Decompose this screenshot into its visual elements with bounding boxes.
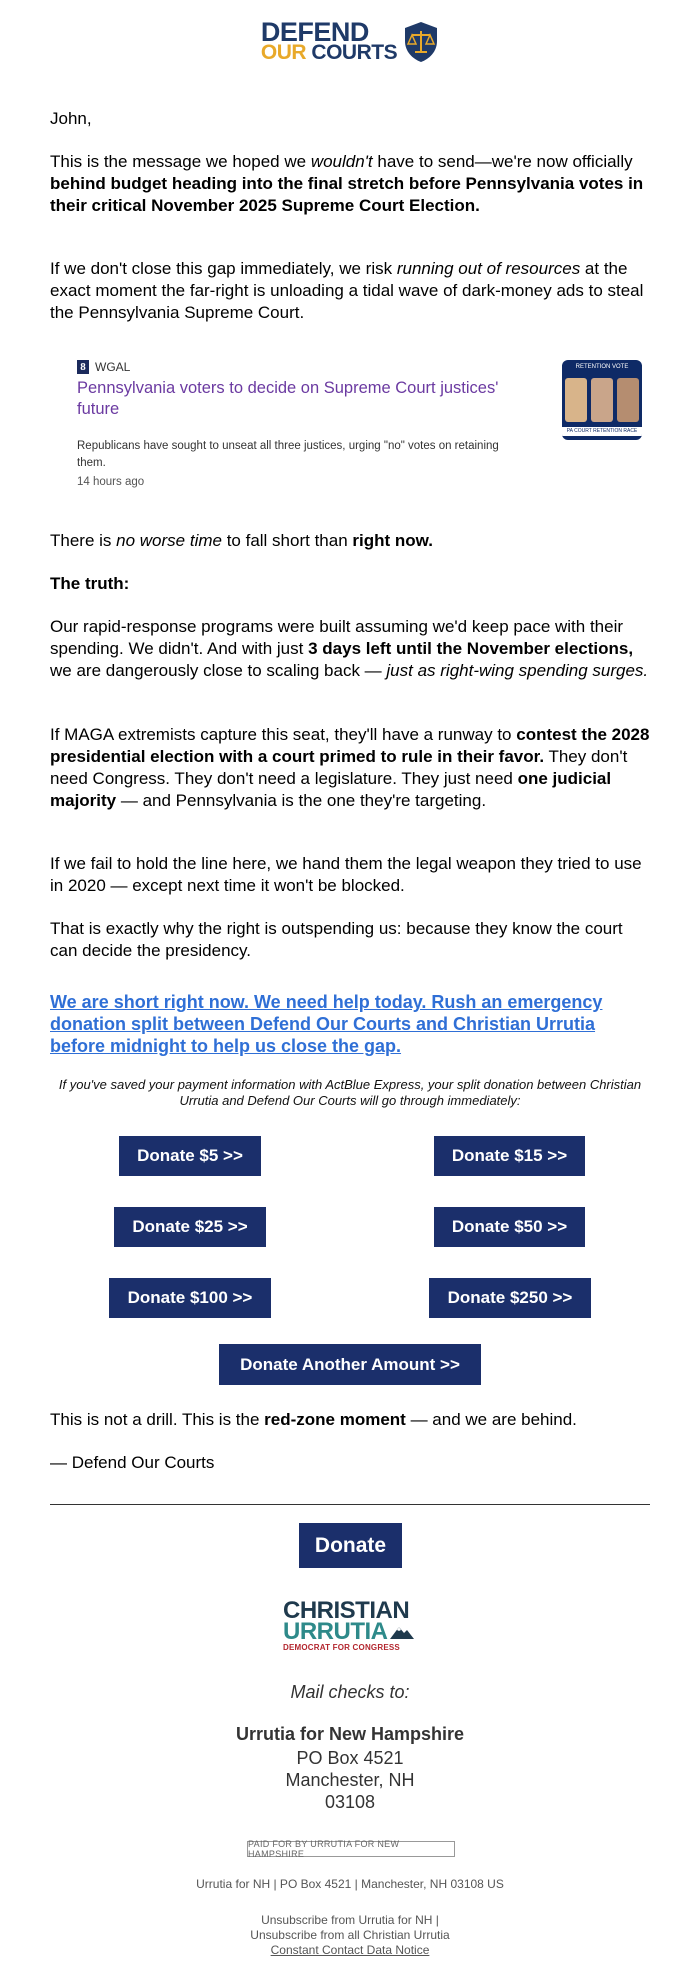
donate-15-button[interactable]: Donate $15 >>: [434, 1136, 585, 1176]
actblue-note: If you've saved your payment information with ActBlue Express, your split donation between Christian Urrutia and Defend Our Courts will go through immediately:: [58, 1077, 642, 1108]
defend-our-courts-logo: [0, 17, 700, 65]
thumbnail-caption: PA COURT RETENTION RACE: [562, 427, 642, 436]
constant-contact-notice[interactable]: [0, 1943, 700, 1957]
address-line2: Manchester, NH: [285, 1770, 415, 1790]
paragraph-4: Our rapid-response programs were built assuming we'd keep pace with their spending. We didn't. And with just 3 days left until the November elections, we are dangerously close to scaling back — just as right-wing spending surges.: [50, 617, 649, 680]
org-address-line: Urrutia for NH | PO Box 4521 | Manchester, NH 03108 US: [196, 1877, 504, 1891]
unsubscribe-link[interactable]: Unsubscribe from Urrutia for NH |: [261, 1913, 439, 1927]
logo-line1: DEFEND: [260, 17, 369, 47]
paragraph-2: If we don't close this gap immediately, we risk running out of resources at the exact moment the far-right is unloading a tidal wave of dark-money ads to steal the Pennsylvania Supreme Court.: [50, 259, 644, 322]
news-timestamp: 14 hours ago: [77, 476, 145, 488]
paragraph-1: This is the message we hoped we wouldn't have to send—we're now officially behind budget heading into the final stretch before Pennsylvania votes in their critical November 2025 Supreme Court Election.: [50, 152, 644, 215]
address-line1: PO Box 4521: [296, 1748, 404, 1768]
emergency-donation-link[interactable]: We are short right now. We need help today. Rush an emergency donation split between Defend Our Courts and Christian Urrutia before midnight to help us close the gap.: [50, 992, 603, 1056]
mountain-icon: [390, 1625, 414, 1639]
logo-line2: URRUTIA: [283, 1618, 388, 1645]
christian-urrutia-logo: [283, 1597, 418, 1653]
address-line3: 03108: [324, 1792, 376, 1812]
shield-scales-icon: [403, 21, 439, 63]
justice-photo: [617, 378, 639, 422]
donate-25-button[interactable]: Donate $25 >>: [114, 1207, 266, 1247]
news-card[interactable]: [60, 352, 636, 502]
paragraph-5: If MAGA extremists capture this seat, they'll have a runway to contest the 2028 presidential election with a court primed to rule in their favor. They don't need Congress. They don't need a legislature. They just need one judicial majority — and Pennsylvania is the one they're targeting.: [50, 725, 650, 810]
divider: [50, 1504, 650, 1505]
greeting: John,: [50, 109, 92, 128]
constant-contact-link[interactable]: Constant Contact Data Notice: [270, 1943, 430, 1957]
logo-line1: CHRISTIAN: [283, 1597, 410, 1624]
signature: — Defend Our Courts: [50, 1453, 215, 1472]
paragraph-7: That is exactly why the right is outspending us: because they know the court can decide the presidency.: [50, 919, 623, 960]
thumbnail-band: RETENTION VOTE: [575, 364, 629, 370]
logo-our: OUR: [260, 41, 307, 65]
donate-5-button[interactable]: Donate $5 >>: [119, 1136, 261, 1176]
paragraph-8: This is not a drill. This is the red-zone moment — and we are behind.: [50, 1410, 577, 1429]
news-summary: Republicans have sought to unseat all three justices, urging "no" votes on retaining them.: [77, 440, 499, 469]
donate-250-button[interactable]: Donate $250 >>: [429, 1278, 591, 1318]
donate-50-button[interactable]: Donate $50 >>: [434, 1207, 585, 1247]
unsubscribe-all-link[interactable]: Unsubscribe from all Christian Urrutia: [250, 1928, 450, 1942]
paragraph-6: If we fail to hold the line here, we hand them the legal weapon they tried to use in 2020 — except next time it won't be blocked.: [50, 854, 642, 895]
news-thumbnail: [562, 360, 642, 440]
truth-heading: The truth:: [50, 574, 130, 593]
donate-button[interactable]: Donate: [299, 1523, 402, 1568]
wgal-logo-icon: 8: [77, 360, 89, 374]
justice-photo: [565, 378, 587, 422]
paragraph-3: There is no worse time to fall short than right now.: [50, 531, 433, 550]
logo-line3: DEMOCRAT FOR CONGRESS: [283, 1643, 400, 1652]
news-source: [77, 360, 130, 374]
mail-checks-label: Mail checks to:: [290, 1682, 410, 1702]
logo-courts: COURTS: [311, 41, 398, 65]
justice-photo: [591, 378, 613, 422]
donate-100-button[interactable]: Donate $100 >>: [109, 1278, 271, 1318]
address-name: Urrutia for New Hampshire: [235, 1724, 465, 1744]
paid-for-by-disclaimer: PAID FOR BY URRUTIA FOR NEW HAMPSHIRE: [247, 1841, 455, 1857]
news-source-name: WGAL: [95, 360, 131, 374]
donate-another-amount-button[interactable]: Donate Another Amount >>: [219, 1344, 481, 1385]
news-title[interactable]: Pennsylvania voters to decide on Supreme Court justices' future: [77, 379, 499, 418]
